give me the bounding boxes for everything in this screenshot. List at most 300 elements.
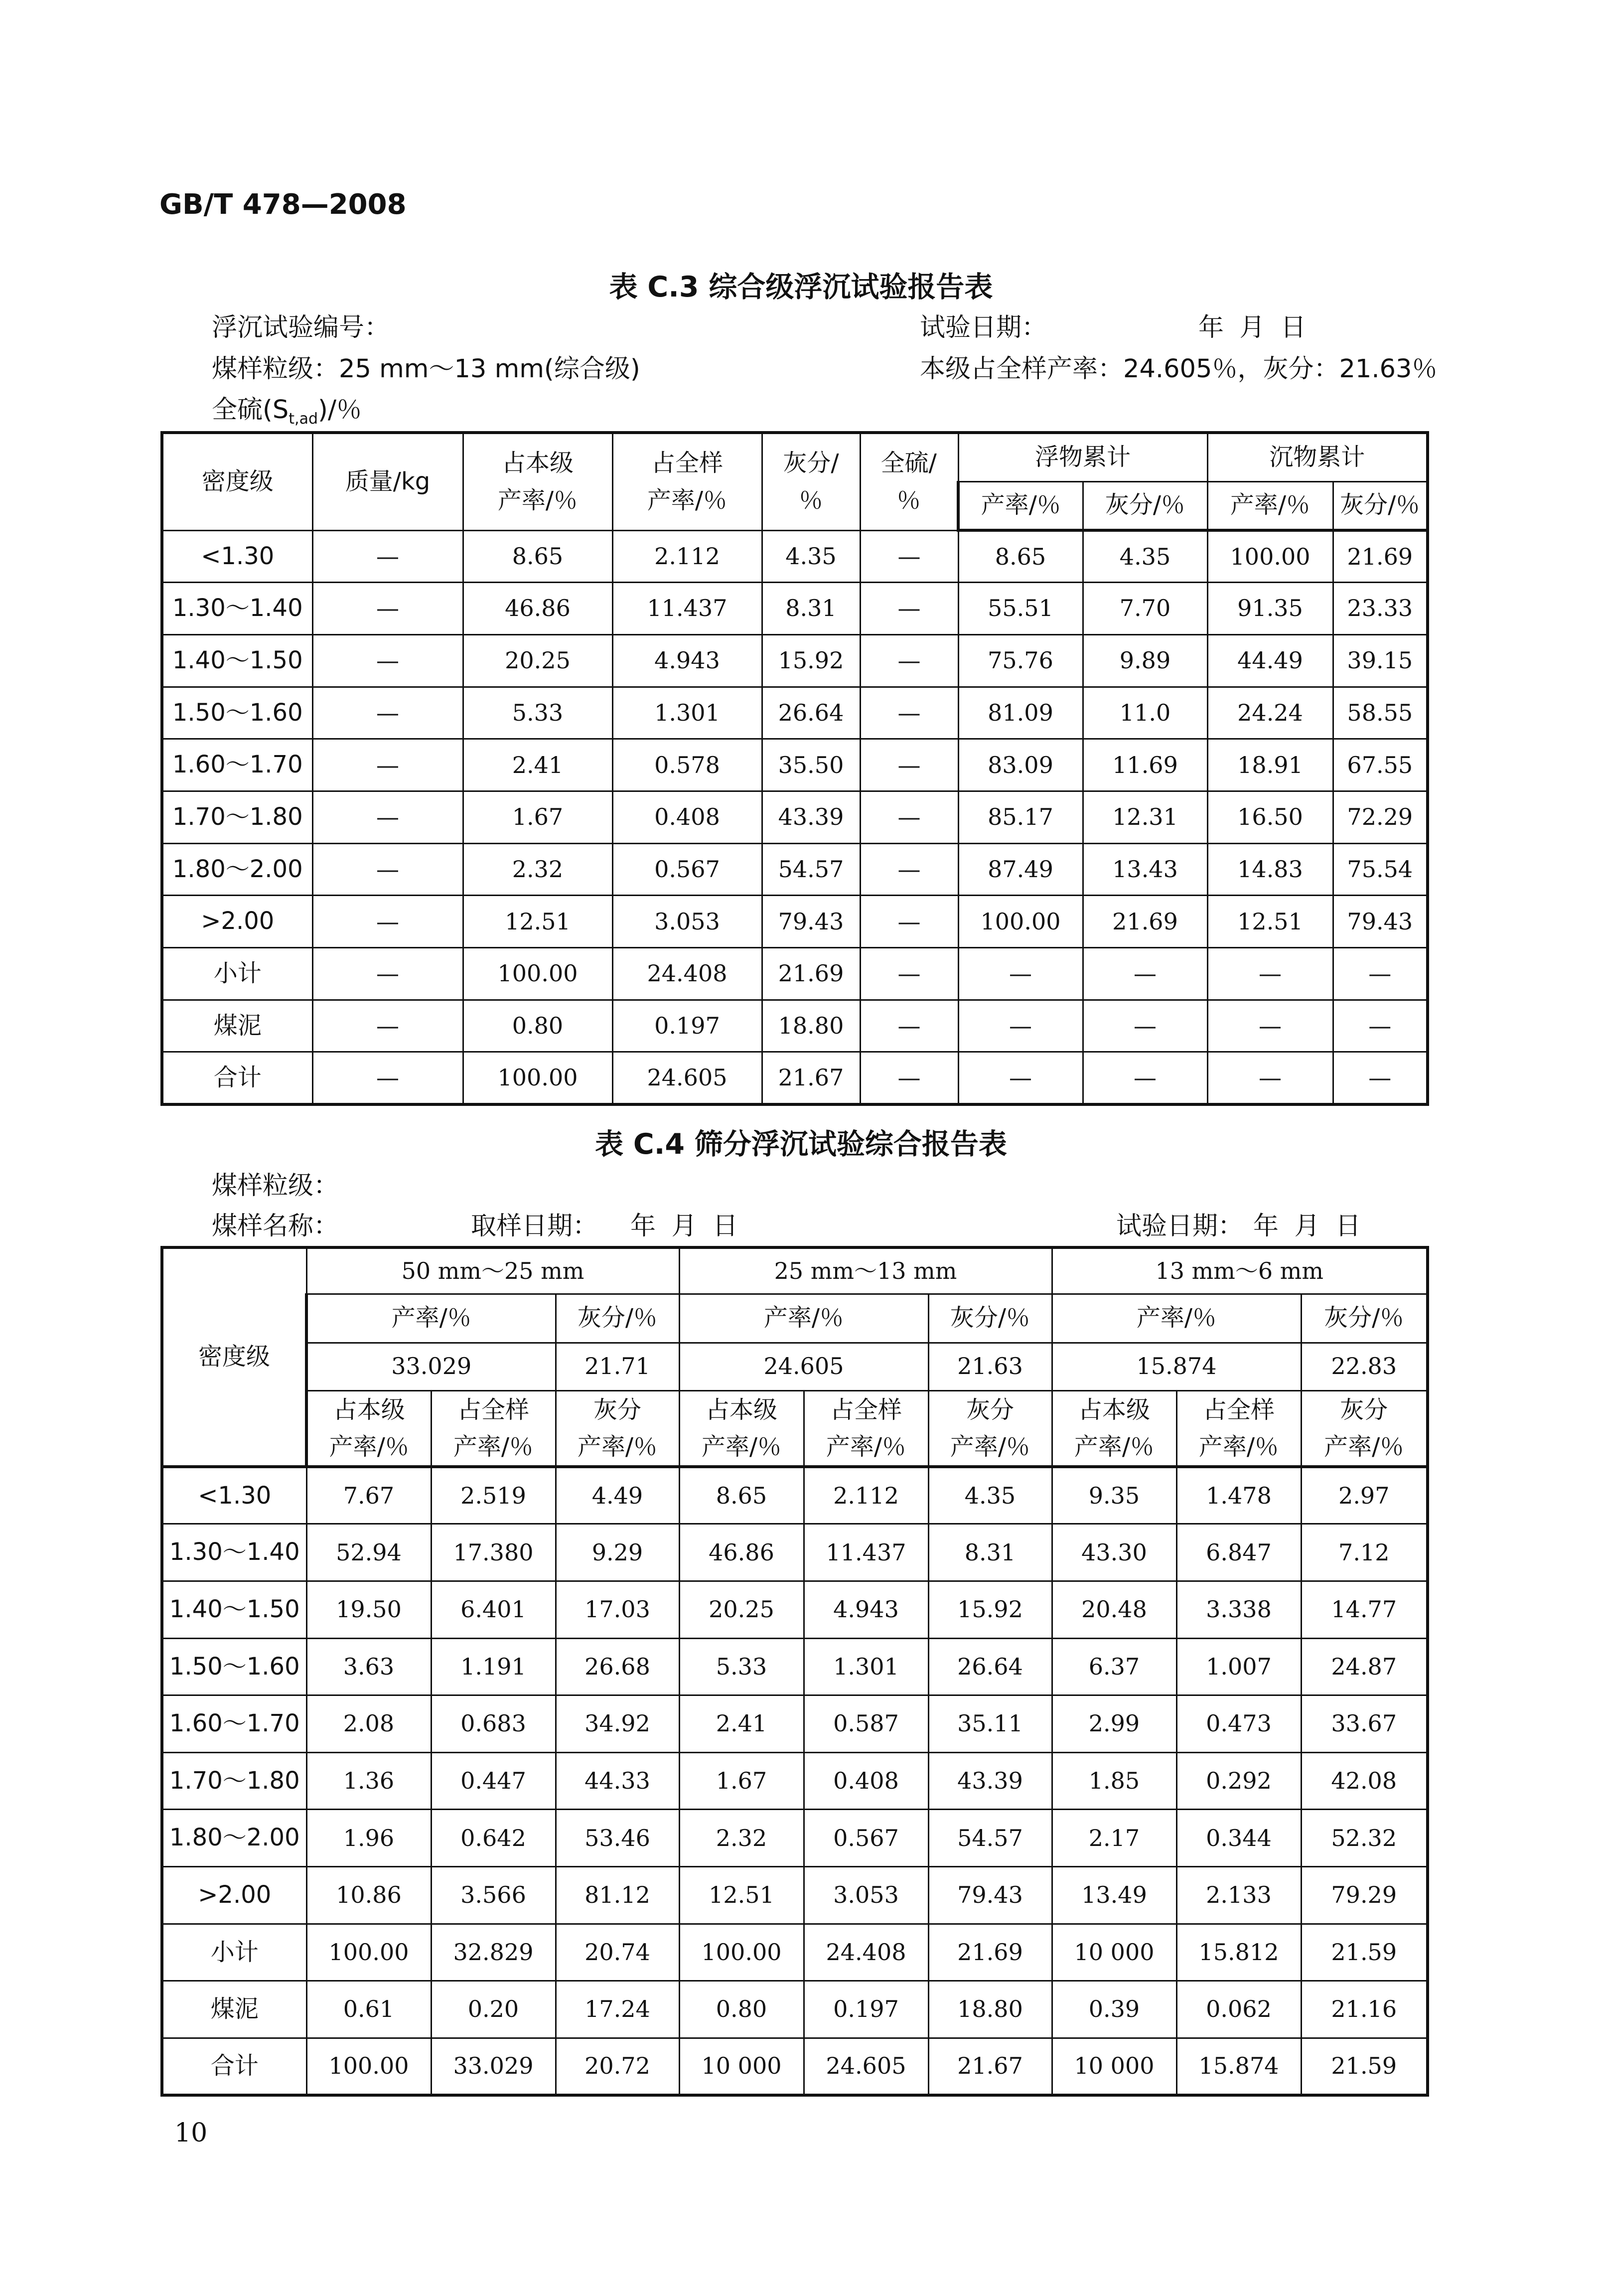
value-cell: 0.567 [612, 843, 762, 896]
page-number: 10 [174, 2118, 208, 2148]
value-cell: 10 000 [1052, 2038, 1176, 2095]
value-cell: 21.59 [1301, 2038, 1428, 2095]
value-cell: 8.65 [679, 1467, 804, 1524]
value-cell: 79.43 [928, 1866, 1052, 1924]
table-c3-title: 表 C.3 综合级浮沉试验报告表 [609, 271, 993, 304]
density-class-cell: 1.50～1.60 [162, 687, 312, 739]
value-cell: — [860, 1000, 958, 1052]
value-cell: 100.00 [306, 2038, 431, 2095]
table-row [162, 739, 1428, 791]
header-sink-yield: 产率/％ [1207, 481, 1333, 530]
value-cell: 4.35 [762, 530, 860, 583]
value-cell: 9.89 [1083, 634, 1207, 687]
density-class-cell: 1.80～2.00 [162, 1810, 306, 1867]
value-cell: 8.65 [958, 530, 1083, 583]
value-cell: 5.33 [463, 687, 612, 739]
value-cell: 54.57 [762, 843, 860, 896]
table-c3-header-row-1 [162, 433, 1428, 481]
table-row [162, 1524, 1428, 1581]
value-cell: 0.642 [431, 1810, 556, 1867]
table-row [162, 843, 1428, 896]
value-cell: 79.29 [1301, 1866, 1428, 1924]
value-cell: 15.874 [1176, 2038, 1301, 2095]
density-class-cell: 合计 [162, 2038, 306, 2095]
value-cell: 43.30 [1052, 1524, 1176, 1581]
value-cell: 6.401 [431, 1581, 556, 1638]
fraction-0-name: 50 mm～25 mm [306, 1247, 679, 1294]
value-cell: 42.08 [1301, 1752, 1428, 1810]
table-row [162, 1052, 1428, 1104]
value-cell: 21.16 [1301, 1981, 1428, 2038]
table-row [162, 1638, 1428, 1695]
value-cell: — [860, 687, 958, 739]
value-cell: 21.59 [1301, 1924, 1428, 1981]
value-cell: — [1207, 1000, 1333, 1052]
value-cell: 11.437 [612, 583, 762, 635]
value-cell: — [1333, 1000, 1428, 1052]
table-row [162, 1810, 1428, 1867]
value-cell: 0.567 [804, 1810, 928, 1867]
value-cell: 2.08 [306, 1695, 431, 1753]
sub-header-ash: 灰分 产率/％ [556, 1390, 679, 1467]
table-row [162, 1752, 1428, 1810]
value-cell: 2.32 [463, 843, 612, 896]
value-cell: 87.49 [958, 843, 1083, 896]
value-cell: — [958, 1052, 1083, 1104]
value-cell: 15.812 [1176, 1924, 1301, 1981]
value-cell: 0.80 [679, 1981, 804, 2038]
value-cell: 43.39 [762, 791, 860, 843]
value-cell: — [312, 791, 463, 843]
table-row [162, 530, 1428, 583]
value-cell: 21.67 [928, 2038, 1052, 2095]
value-cell: 100.00 [1207, 530, 1333, 583]
value-cell: 24.24 [1207, 687, 1333, 739]
sub-header-yield-level: 占本级 产率/％ [679, 1390, 804, 1467]
value-cell: 8.31 [928, 1524, 1052, 1581]
sulfur-unit: )/％ [318, 395, 362, 425]
value-cell: 75.54 [1333, 843, 1428, 896]
value-cell: 2.112 [804, 1467, 928, 1524]
table-row [162, 1924, 1428, 1981]
value-cell: 32.829 [431, 1924, 556, 1981]
value-cell: 24.87 [1301, 1638, 1428, 1695]
value-cell: 3.053 [612, 896, 762, 948]
table-row [162, 2038, 1428, 2095]
header-yield-level: 占本级 产率/％ [463, 433, 612, 530]
value-cell: 14.77 [1301, 1581, 1428, 1638]
value-cell: 16.50 [1207, 791, 1333, 843]
value-cell: 0.292 [1176, 1752, 1301, 1810]
value-cell: 12.51 [1207, 896, 1333, 948]
value-cell: 0.683 [431, 1695, 556, 1753]
value-cell: — [860, 896, 958, 948]
density-class-cell: 煤泥 [162, 1981, 306, 2038]
value-cell: 0.578 [612, 739, 762, 791]
value-cell: 0.20 [431, 1981, 556, 2038]
header-float-ash: 灰分/％ [1083, 481, 1207, 530]
table-row [162, 948, 1428, 1000]
fraction-1-yield-label: 产率/％ [679, 1294, 928, 1343]
value-cell: 2.97 [1301, 1467, 1428, 1524]
value-cell: — [958, 1000, 1083, 1052]
test-date-fields: 年 月 日 [1198, 313, 1307, 342]
value-cell: 15.92 [762, 634, 860, 687]
value-cell: 33.67 [1301, 1695, 1428, 1753]
fraction-0-yield-label: 产率/％ [306, 1294, 556, 1343]
value-cell: — [312, 739, 463, 791]
header-yield-total: 占全样 产率/％ [612, 433, 762, 530]
value-cell: — [312, 948, 463, 1000]
value-cell: 24.408 [612, 948, 762, 1000]
value-cell: — [312, 583, 463, 635]
table-row [162, 1981, 1428, 2038]
value-cell: 4.35 [928, 1467, 1052, 1524]
fraction-0-yield: 33.029 [306, 1343, 556, 1390]
value-cell: 72.29 [1333, 791, 1428, 843]
value-cell: 17.03 [556, 1581, 679, 1638]
density-class-cell: 小计 [162, 1924, 306, 1981]
value-cell: 0.473 [1176, 1695, 1301, 1753]
value-cell: 1.191 [431, 1638, 556, 1695]
header-ash: 灰分/ ％ [762, 433, 860, 530]
value-cell: 0.447 [431, 1752, 556, 1810]
total-sulfur-label [212, 389, 362, 428]
fraction-1-name: 25 mm～13 mm [679, 1247, 1052, 1294]
table-c3 [160, 431, 1429, 1106]
value-cell: 2.519 [431, 1467, 556, 1524]
value-cell: — [860, 843, 958, 896]
value-cell: — [860, 530, 958, 583]
sub-header-yield-total: 占全样 产率/％ [431, 1390, 556, 1467]
density-class-cell: 小计 [162, 948, 312, 1000]
value-cell: 21.69 [928, 1924, 1052, 1981]
density-class-cell: 1.60～1.70 [162, 739, 312, 791]
value-cell: 2.133 [1176, 1866, 1301, 1924]
value-cell: 12.31 [1083, 791, 1207, 843]
fraction-0-ash-label: 灰分/％ [556, 1294, 679, 1343]
value-cell: 0.344 [1176, 1810, 1301, 1867]
table-row [162, 791, 1428, 843]
coal-size-label: 煤样粒级： [212, 1171, 339, 1201]
value-cell: 20.48 [1052, 1581, 1176, 1638]
header-sink-ash: 灰分/％ [1333, 481, 1428, 530]
sub-header-yield-level: 占本级 产率/％ [306, 1390, 431, 1467]
value-cell: 26.68 [556, 1638, 679, 1695]
value-cell: 79.43 [762, 896, 860, 948]
value-cell: 1.478 [1176, 1467, 1301, 1524]
value-cell: 8.31 [762, 583, 860, 635]
value-cell: — [1333, 948, 1428, 1000]
value-cell: — [312, 843, 463, 896]
value-cell: 1.67 [463, 791, 612, 843]
header-density-c4: 密度级 [162, 1247, 306, 1467]
density-class-cell: 1.40～1.50 [162, 634, 312, 687]
value-cell: 2.41 [679, 1695, 804, 1753]
value-cell: 13.49 [1052, 1866, 1176, 1924]
value-cell: — [1207, 1052, 1333, 1104]
value-cell: 1.301 [612, 687, 762, 739]
value-cell: 26.64 [928, 1638, 1052, 1695]
value-cell: — [312, 1000, 463, 1052]
value-cell: 18.80 [762, 1000, 860, 1052]
value-cell: 11.69 [1083, 739, 1207, 791]
density-class-cell: 1.60～1.70 [162, 1695, 306, 1753]
value-cell: — [860, 634, 958, 687]
value-cell: 39.15 [1333, 634, 1428, 687]
test-date-label: 试验日期： [920, 313, 1047, 342]
value-cell: 26.64 [762, 687, 860, 739]
value-cell: 20.72 [556, 2038, 679, 2095]
fraction-1-ash: 21.63 [928, 1343, 1052, 1390]
value-cell: 7.12 [1301, 1524, 1428, 1581]
table-row [162, 583, 1428, 635]
value-cell: 1.67 [679, 1752, 804, 1810]
test-date-label-c4: 试验日期： [1116, 1212, 1244, 1241]
value-cell: 44.33 [556, 1752, 679, 1810]
density-class-cell: >2.00 [162, 1866, 306, 1924]
density-class-cell: 1.30～1.40 [162, 1524, 306, 1581]
value-cell: 20.25 [463, 634, 612, 687]
value-cell: 3.338 [1176, 1581, 1301, 1638]
value-cell: — [312, 530, 463, 583]
value-cell: — [860, 1052, 958, 1104]
value-cell: 67.55 [1333, 739, 1428, 791]
coal-name-label: 煤样名称： [212, 1212, 339, 1241]
value-cell: — [312, 896, 463, 948]
value-cell: 1.96 [306, 1810, 431, 1867]
value-cell: — [958, 948, 1083, 1000]
density-class-cell: 1.30～1.40 [162, 583, 312, 635]
value-cell: 7.70 [1083, 583, 1207, 635]
value-cell: 1.36 [306, 1752, 431, 1810]
sub-header-yield-total: 占全样 产率/％ [1176, 1390, 1301, 1467]
table-row [162, 896, 1428, 948]
value-cell: 52.32 [1301, 1810, 1428, 1867]
value-cell: 11.0 [1083, 687, 1207, 739]
density-class-cell: <1.30 [162, 1467, 306, 1524]
value-cell: 2.17 [1052, 1810, 1176, 1867]
density-class-cell: 煤泥 [162, 1000, 312, 1052]
value-cell: 35.11 [928, 1695, 1052, 1753]
value-cell: — [860, 739, 958, 791]
value-cell: 2.41 [463, 739, 612, 791]
header-float-cumulative: 浮物累计 [958, 433, 1207, 481]
table-c4 [160, 1246, 1429, 2097]
value-cell: 1.007 [1176, 1638, 1301, 1695]
value-cell: 100.00 [958, 896, 1083, 948]
value-cell: 44.49 [1207, 634, 1333, 687]
value-cell: 0.197 [804, 1981, 928, 2038]
density-class-cell: 1.80～2.00 [162, 843, 312, 896]
value-cell: 100.00 [463, 948, 612, 1000]
value-cell: 52.94 [306, 1524, 431, 1581]
table-c4-title: 表 C.4 筛分浮沉试验综合报告表 [595, 1128, 1007, 1161]
density-class-cell: 1.70～1.80 [162, 1752, 306, 1810]
value-cell: 0.39 [1052, 1981, 1176, 2038]
table-row [162, 634, 1428, 687]
value-cell: 43.39 [928, 1752, 1052, 1810]
coal-size-class: 煤样粒级：25 mm～13 mm(综合级) [212, 354, 640, 384]
table-row [162, 1467, 1428, 1524]
value-cell: 17.380 [431, 1524, 556, 1581]
value-cell: 55.51 [958, 583, 1083, 635]
density-class-cell: 1.40～1.50 [162, 1581, 306, 1638]
yield-and-ash: 本级占全样产率：24.605％，灰分：21.63％ [920, 354, 1438, 384]
value-cell: 79.43 [1333, 896, 1428, 948]
value-cell: 24.605 [804, 2038, 928, 2095]
value-cell: — [860, 791, 958, 843]
value-cell: 14.83 [1207, 843, 1333, 896]
sampling-date-label: 取样日期： [471, 1212, 598, 1241]
value-cell: 21.69 [1083, 896, 1207, 948]
value-cell: 3.053 [804, 1866, 928, 1924]
value-cell: 4.943 [612, 634, 762, 687]
table-c4-header-values [162, 1343, 1428, 1390]
value-cell: 100.00 [463, 1052, 612, 1104]
table-row [162, 1581, 1428, 1638]
value-cell: 20.25 [679, 1581, 804, 1638]
value-cell: — [860, 948, 958, 1000]
density-class-cell: >2.00 [162, 896, 312, 948]
float-sink-test-number: 浮沉试验编号： [212, 313, 390, 342]
value-cell: — [312, 634, 463, 687]
table-row [162, 1000, 1428, 1052]
value-cell: 2.99 [1052, 1695, 1176, 1753]
value-cell: 0.587 [804, 1695, 928, 1753]
value-cell: 0.408 [804, 1752, 928, 1810]
value-cell: 100.00 [306, 1924, 431, 1981]
value-cell: — [312, 1052, 463, 1104]
value-cell: 85.17 [958, 791, 1083, 843]
header-mass: 质量/kg [312, 433, 463, 530]
value-cell: 81.09 [958, 687, 1083, 739]
value-cell: 0.062 [1176, 1981, 1301, 2038]
value-cell: 12.51 [463, 896, 612, 948]
value-cell: 83.09 [958, 739, 1083, 791]
value-cell: 10.86 [306, 1866, 431, 1924]
value-cell: 20.74 [556, 1924, 679, 1981]
value-cell: 4.35 [1083, 530, 1207, 583]
value-cell: 9.35 [1052, 1467, 1176, 1524]
density-class-cell: 1.70～1.80 [162, 791, 312, 843]
value-cell: 2.32 [679, 1810, 804, 1867]
value-cell: 1.301 [804, 1638, 928, 1695]
value-cell: 18.80 [928, 1981, 1052, 2038]
fraction-2-ash-label: 灰分/％ [1301, 1294, 1428, 1343]
document-code: GB/T 478—2008 [159, 188, 407, 221]
value-cell: 8.65 [463, 530, 612, 583]
value-cell: 3.566 [431, 1866, 556, 1924]
value-cell: 35.50 [762, 739, 860, 791]
value-cell: 21.69 [1333, 530, 1428, 583]
value-cell: 0.61 [306, 1981, 431, 2038]
value-cell: 15.92 [928, 1581, 1052, 1638]
header-sink-cumulative: 沉物累计 [1207, 433, 1428, 481]
table-row [162, 1695, 1428, 1753]
sub-header-yield-total: 占全样 产率/％ [804, 1390, 928, 1467]
table-row [162, 1866, 1428, 1924]
value-cell: 24.408 [804, 1924, 928, 1981]
value-cell: 46.86 [679, 1524, 804, 1581]
value-cell: 4.943 [804, 1581, 928, 1638]
value-cell: 34.92 [556, 1695, 679, 1753]
fraction-2-name: 13 mm～6 mm [1052, 1247, 1428, 1294]
table-c4-header-labels [162, 1294, 1428, 1343]
value-cell: 100.00 [679, 1924, 804, 1981]
sulfur-subscript: t,ad [289, 410, 318, 428]
value-cell: 6.847 [1176, 1524, 1301, 1581]
density-class-cell: 合计 [162, 1052, 312, 1104]
value-cell: 0.197 [612, 1000, 762, 1052]
header-sulfur: 全硫/ ％ [860, 433, 958, 530]
value-cell: 18.91 [1207, 739, 1333, 791]
fraction-1-yield: 24.605 [679, 1343, 928, 1390]
density-class-cell: <1.30 [162, 530, 312, 583]
sulfur-label-text: 全硫(S [212, 395, 289, 425]
value-cell: 53.46 [556, 1810, 679, 1867]
fraction-1-ash-label: 灰分/％ [928, 1294, 1052, 1343]
value-cell: — [1083, 1052, 1207, 1104]
value-cell: 11.437 [804, 1524, 928, 1581]
value-cell: 46.86 [463, 583, 612, 635]
value-cell: 33.029 [431, 2038, 556, 2095]
value-cell: 17.24 [556, 1981, 679, 2038]
value-cell: 1.85 [1052, 1752, 1176, 1810]
header-float-yield: 产率/％ [958, 481, 1083, 530]
value-cell: 0.80 [463, 1000, 612, 1052]
value-cell: 81.12 [556, 1866, 679, 1924]
test-date-fields-c4: 年 月 日 [1253, 1212, 1361, 1241]
value-cell: 3.63 [306, 1638, 431, 1695]
value-cell: — [1207, 948, 1333, 1000]
table-c4-header-fractions [162, 1247, 1428, 1294]
fraction-0-ash: 21.71 [556, 1343, 679, 1390]
value-cell: 75.76 [958, 634, 1083, 687]
value-cell: 12.51 [679, 1866, 804, 1924]
fraction-2-yield-label: 产率/％ [1052, 1294, 1301, 1343]
value-cell: 10 000 [1052, 1924, 1176, 1981]
density-class-cell: 1.50～1.60 [162, 1638, 306, 1695]
fraction-2-ash: 22.83 [1301, 1343, 1428, 1390]
value-cell: — [860, 583, 958, 635]
value-cell: 5.33 [679, 1638, 804, 1695]
value-cell: 6.37 [1052, 1638, 1176, 1695]
value-cell: 21.67 [762, 1052, 860, 1104]
fraction-2-yield: 15.874 [1052, 1343, 1301, 1390]
value-cell: 13.43 [1083, 843, 1207, 896]
value-cell: 9.29 [556, 1524, 679, 1581]
value-cell: 21.69 [762, 948, 860, 1000]
value-cell: 10 000 [679, 2038, 804, 2095]
table-c4-header-sub [162, 1390, 1428, 1467]
value-cell: — [1083, 1000, 1207, 1052]
sampling-date-fields: 年 月 日 [630, 1212, 738, 1241]
value-cell: 54.57 [928, 1810, 1052, 1867]
value-cell: 91.35 [1207, 583, 1333, 635]
value-cell: 58.55 [1333, 687, 1428, 739]
value-cell: 0.408 [612, 791, 762, 843]
value-cell: — [312, 687, 463, 739]
value-cell: 24.605 [612, 1052, 762, 1104]
sub-header-ash: 灰分 产率/％ [1301, 1390, 1428, 1467]
header-density: 密度级 [162, 433, 312, 530]
value-cell: 19.50 [306, 1581, 431, 1638]
value-cell: 23.33 [1333, 583, 1428, 635]
table-row [162, 687, 1428, 739]
value-cell: 7.67 [306, 1467, 431, 1524]
sub-header-yield-level: 占本级 产率/％ [1052, 1390, 1176, 1467]
